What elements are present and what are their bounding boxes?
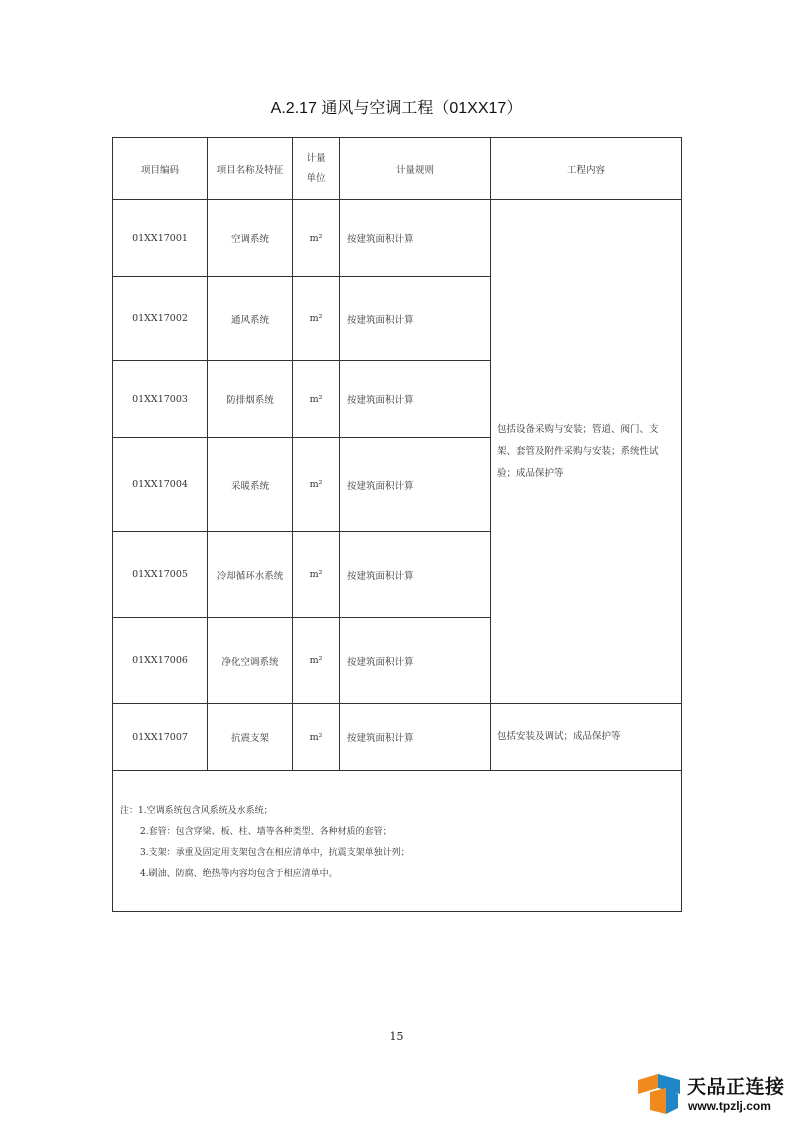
header-content: 工程内容 bbox=[491, 138, 682, 200]
row-unit: m² bbox=[293, 438, 340, 532]
row-unit: m² bbox=[293, 361, 340, 438]
header-unit-line2: 单位 bbox=[306, 172, 326, 184]
row-name: 净化空调系统 bbox=[208, 618, 293, 704]
header-unit-line1: 计量 bbox=[306, 152, 326, 164]
row-rule: 按建筑面积计算 bbox=[340, 532, 491, 618]
row-name: 空调系统 bbox=[208, 200, 293, 277]
row-name: 冷却循环水系统 bbox=[208, 532, 293, 618]
table-row bbox=[113, 200, 682, 277]
table-row bbox=[113, 704, 682, 771]
row-rule: 按建筑面积计算 bbox=[340, 277, 491, 361]
notes-row bbox=[113, 771, 682, 912]
note-line: 4.刷油、防腐、绝热等内容均包含于相应清单中。 bbox=[140, 869, 338, 879]
pricing-table bbox=[112, 137, 682, 912]
notes-cell bbox=[113, 771, 682, 912]
row-unit: m² bbox=[293, 704, 340, 771]
row-code: 01XX17007 bbox=[113, 704, 208, 771]
row-rule: 按建筑面积计算 bbox=[340, 200, 491, 277]
header-name: 项目名称及特征 bbox=[208, 138, 293, 200]
table-header-row bbox=[113, 138, 682, 200]
note-line: 2.套管：包含穿梁、板、柱、墙等各种类型、各种材质的套管； bbox=[140, 827, 392, 837]
row-code: 01XX17005 bbox=[113, 532, 208, 618]
row-name: 通风系统 bbox=[208, 277, 293, 361]
row-code: 01XX17001 bbox=[113, 200, 208, 277]
row-rule: 按建筑面积计算 bbox=[340, 618, 491, 704]
header-unit bbox=[293, 138, 340, 200]
row-code: 01XX17002 bbox=[113, 277, 208, 361]
note-line: 注：1.空调系统包含风系统及水系统； bbox=[120, 806, 273, 816]
row-unit: m² bbox=[293, 618, 340, 704]
row-rule: 按建筑面积计算 bbox=[340, 438, 491, 532]
brand-url: www.tpzlj.com bbox=[688, 1099, 771, 1113]
note-line: 3.支架：承重及固定用支架包含在相应清单中，抗震支架单独计列； bbox=[140, 848, 410, 858]
row-code: 01XX17003 bbox=[113, 361, 208, 438]
row-rule: 按建筑面积计算 bbox=[340, 361, 491, 438]
row-unit: m² bbox=[293, 277, 340, 361]
header-rule: 计量规则 bbox=[340, 138, 491, 200]
row-name: 采暖系统 bbox=[208, 438, 293, 532]
row-code: 01XX17006 bbox=[113, 618, 208, 704]
row-content: 包括安装及调试；成品保护等 bbox=[491, 704, 682, 771]
brand-name: 天品正连接 bbox=[687, 1076, 785, 1098]
row-unit: m² bbox=[293, 532, 340, 618]
page-title: A.2.17 通风与空调工程（01XX17） bbox=[270, 100, 523, 117]
row-name: 防排烟系统 bbox=[208, 361, 293, 438]
shared-content-cell: 包括设备采购与安装；管道、阀门、支架、套管及附件采购与安装；系统性试验；成品保护等 bbox=[491, 200, 682, 704]
row-name: 抗震支架 bbox=[208, 704, 293, 771]
row-rule: 按建筑面积计算 bbox=[340, 704, 491, 771]
watermark bbox=[636, 1072, 786, 1114]
header-code: 项目编码 bbox=[113, 138, 208, 200]
row-code: 01XX17004 bbox=[113, 438, 208, 532]
row-unit: m² bbox=[293, 200, 340, 277]
page-number: 15 bbox=[389, 1030, 404, 1043]
brand-logo-icon bbox=[636, 1074, 682, 1116]
